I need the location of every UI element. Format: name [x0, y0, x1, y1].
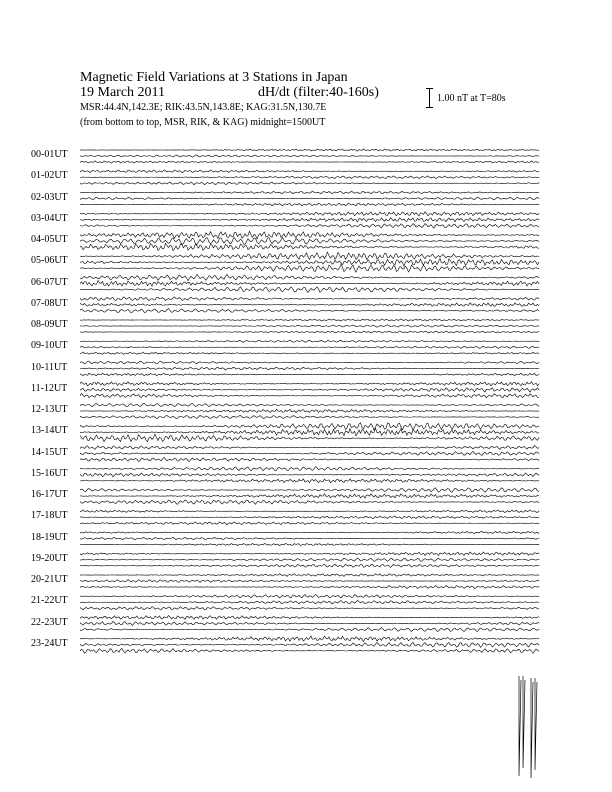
hour-label: 00-01UT [31, 149, 68, 160]
hour-label: 16-17UT [31, 489, 68, 500]
trace-kag [80, 212, 539, 216]
hour-label: 05-06UT [31, 255, 68, 267]
trace-msr [80, 607, 539, 610]
trace-msr [80, 203, 539, 206]
trace-msr [80, 586, 539, 589]
scale-bar-label: 1.00 nT at T=80s [437, 93, 506, 104]
trace-msr [80, 352, 539, 354]
trace-msr [80, 628, 539, 632]
hour-label: 21-22UT [31, 595, 68, 607]
hour-label: 09-10UT [31, 340, 68, 352]
trace-rik [80, 237, 539, 244]
trace-rik [80, 367, 539, 370]
hour-label: 03-04UT [31, 212, 68, 224]
trace-kag [80, 231, 539, 239]
trace-rik [80, 155, 539, 157]
trace-rik [80, 388, 539, 392]
trace-msr [80, 182, 539, 185]
chart-date: 19 March 2011 [80, 85, 166, 100]
hour-label: 18-19UT [31, 531, 68, 543]
trace-kag [80, 636, 539, 641]
hour-label: 06-07UT [31, 276, 68, 288]
chart-title: Magnetic Field Variations at 3 Stations in Japan [80, 70, 348, 85]
trace-msr [80, 434, 539, 442]
trace-msr [80, 522, 539, 525]
trace-kag [80, 361, 539, 364]
hour-label: 22-23UT [31, 616, 68, 628]
trace-msr [80, 331, 539, 333]
large-spike [523, 676, 525, 768]
hour-label: 23-24UT [31, 637, 68, 649]
trace-kag [80, 252, 539, 259]
trace-rik [80, 600, 539, 603]
trace-msr [80, 457, 539, 461]
hour-label: 02-03UT [31, 191, 68, 203]
trace-kag [80, 319, 539, 321]
trace-rik [80, 409, 539, 412]
hour-label: 15-16UT [31, 467, 68, 479]
hour-label: 07-08UT [31, 297, 68, 309]
hour-label: 17-18UT [31, 510, 68, 522]
trace-rik [80, 494, 539, 498]
hour-label: 01-02UT [31, 170, 68, 182]
trace-kag [80, 510, 539, 513]
trace-kag [80, 574, 539, 577]
trace-msr [80, 373, 539, 376]
hour-label: 10-11UT [31, 361, 68, 373]
large-spike [535, 678, 537, 770]
hour-label: 19-20UT [31, 552, 68, 564]
hour-label: 14-15UT [31, 446, 68, 458]
hour-label: 20-21UT [31, 574, 68, 585]
station-order-note: (from bottom to top, MSR, RIK, & KAG) midnight=1500UT [80, 117, 326, 128]
trace-kag [80, 191, 539, 194]
hour-label: 08-09UT [31, 319, 68, 330]
trace-msr [80, 543, 539, 545]
trace-kag [80, 467, 539, 471]
trace-msr [80, 479, 539, 483]
trace-rik [80, 325, 539, 327]
trace-kag [80, 616, 539, 620]
hour-label: 12-13UT [31, 404, 68, 415]
trace-rik [80, 303, 539, 307]
trace-kag [80, 340, 539, 342]
large-spike [531, 678, 533, 778]
hour-label: 11-12UT [31, 382, 68, 394]
hour-label: 04-05UT [31, 234, 68, 245]
hour-label: 13-14UT [31, 425, 68, 437]
chart-variable: dH/dt (filter:40-160s) [258, 85, 379, 100]
station-coordinates: MSR:44.4N,142.3E; RIK:43.5N,143.8E; KAG:31.5N,130.7E [80, 102, 327, 113]
trace-rik [80, 580, 539, 583]
trace-msr [80, 415, 539, 418]
trace-rik [80, 537, 539, 539]
large-spike [519, 676, 521, 776]
trace-kag [80, 382, 539, 386]
trace-kag [80, 274, 539, 280]
